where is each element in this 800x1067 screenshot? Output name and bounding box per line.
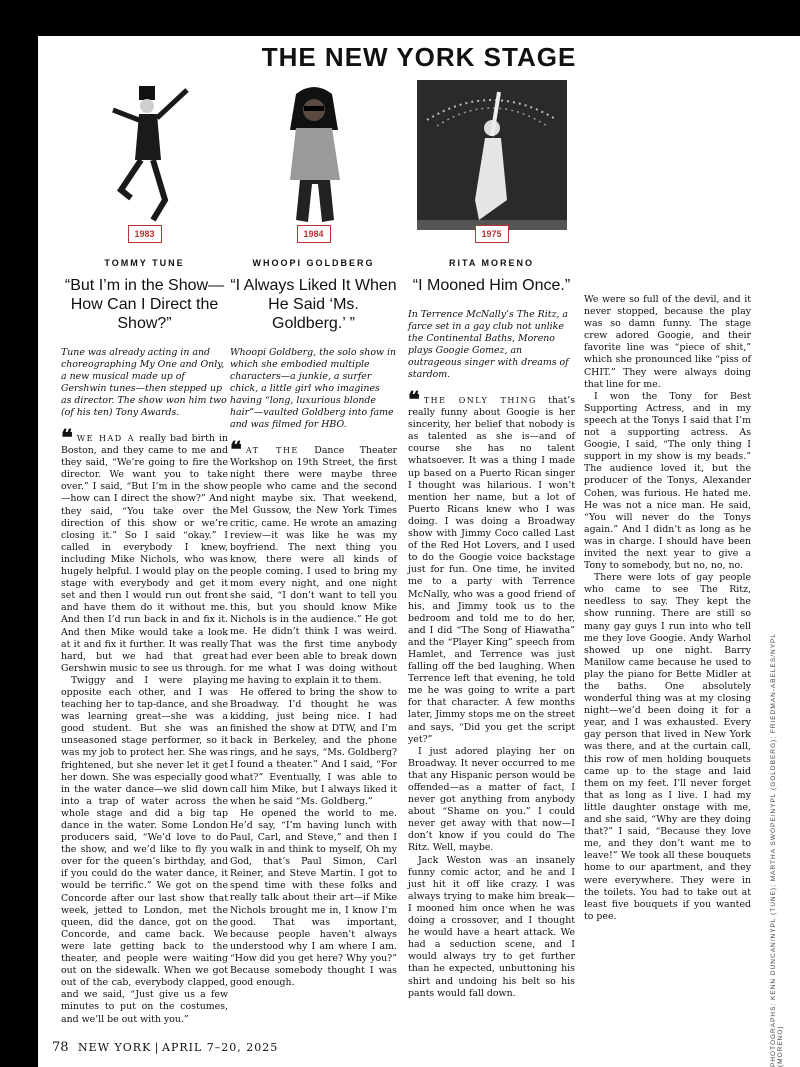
headline-quote: “I Always Liked It When He Said ‘Ms. Goldberg.’ ” [230,277,397,332]
year-badge: 1975 [474,225,508,243]
paragraph: He offered to bring the show to Broadway. I’d thought he was kidding, just being nice. I had finished the show at DTW, and I’m back in Berkeley, and the phone rings, and he says, “Ms. Goldberg? I found a theater.” And I said, “For what?” Eventually, I was able to call him Mike, but I always liked it when he said “Ms. Goldberg.” [230,686,397,807]
paragraph: We were so full of the devil, and it never stopped, because the play was so damn funny. The stage crew adored Googie, and their favorite line was “piece of shit,” which she pronounced like “piss of CHIT.” They were always doing that line for me. [584,294,751,390]
paragraph: There were lots of gay people who came to see The Ritz, needless to say. They kept the show running. There are still so many gay guys I run into who tell me they love Googie. Andy Warhol showed up one night. Barry Manilow came because he used to play the piano for Bette Midler at the baths. One absolutely wonderful thing was at my closing night—we’d been doing it for a year, and I was exhausted. Every gay person that lived in New York was there, and at the curtain call, this row of men holding bouquets came up to the stage and laid them on my feet. I’ll never forget that as long as I live. I had my little daughter onstage with me, and she said, “Why are they doing that?” I said, “Because they love me, and they don’t want me to leave!” We took all these bouquets home to our apartment, and they were everywhere. They were in the toilets. You had to take out at least five bouquets if you wanted to pee. [584,572,751,922]
photo-frame [408,80,575,248]
lead-in: WE HAD A [76,434,136,443]
article-body [584,294,751,923]
paragraph: Twiggy and I were playing opposite each other, and I was teaching her to tap-dance, and she was learning great—she was a good student. But she was an unseasoned stage performer, so it was my job to protect her. She was frightened, but she never let it get her down. She was especially good in the water dance—we slid down into a trap of water across the whole stage and did a big tap dance in the water. Some London producers said, “We’d love to do the show, and we’d like to fly you over for the queen’s birthday, and if you could do the water dance, it would be terrific.” We got on the Concorde after our last show that week, jetted to London, met the queen, did the dance, got on the Concorde, and came back. We were late getting back to the theater, and people were waiting out on the sidewalk. When we got out of the cab, everybody clapped, and we said, “Just give us a few minutes to put on the costumes, and we’ll be out with you.” [61,674,228,1025]
magazine-name: NEW YORK [78,1041,152,1054]
intro-text: In Terrence McNally’s The Ritz, a farce set in a gay club not unlike the Continental Baths, Moreno plays Googie Gomez, an outrageous singer with dreams of stardom. [408,309,569,380]
subject-name: RITA MORENO [449,258,534,268]
article-body [61,425,228,1026]
intro-text: Tune was already acting in and choreographing My One and Only, a new musical made up of Gershwin tunes—then stepped up as director. The show won him two (of his ten) Tony Awards. [61,347,227,418]
paragraph: I won the Tony for Best Supporting Actress, and in my speech at the Tonys I said that I’m not a supporting actress. As Googie, I said, “The only thing I support in my show is my beads.” The audience loved it, but the producer of the Tonys, Alexander Cohen, was furious. He hated me. He was not a nice man. He said, “You will never do the Tonys again.” And I didn’t as long as he was in charge. I should have been invited the next year to give a Tony to somebody, but no, no, no. [584,390,751,572]
subject-name: TOMMY TUNE [104,258,185,268]
quote-mark-icon: ❝ [408,387,420,412]
photo-tommy-tune [91,80,199,230]
headline-quote: “I Mooned Him Once.” [412,277,571,294]
lead-in: THE ONLY THING [423,396,537,405]
year-badge: 1984 [296,225,330,243]
photo-credit: PHOTOGRAPHS: KENN DUNCAN/NYPL (TUNE); MARTHA SWOPE/NYPL (GOLDBERG); FRIEDMAN-ABELES/NYPL (MORENO) [770,633,784,1067]
column-tommy-tune [61,80,228,1026]
paragraph: ❝ WE HAD A really bad birth in Boston, and they came to me and they said, “We’re going to fire the director. We want you to take over.” I said, “But I’m in the show—how can I direct the show?” And they said, “You take over the direction of this show or we’re closing it.” So I said “okay.” I called in everybody I knew, including Mike Nichols, who was hugely helpful. I would play on the stage with everybody and get it set and then I would run out front and have them do it without me. And then I’d run back in and fix it. And then Mike would take a look at it and fix it further. It was really hard, but we had that great Gershwin music to see us through. [61,425,228,674]
photo-rita-moreno [417,80,567,230]
year-badge: 1983 [127,225,161,243]
article-body [408,387,575,1000]
paragraph: He opened the world to me. He’d say, “I’m having lunch with Paul, Carl, and Steve,” and then I walk in and think to myself, Oh my God, that’s Paul Simon, Carl Reiner, and Steve Martin. I got to spend time with these folks and really talk about their art—if Mike Nichols brought me in, I know I’m good. That was important, because people haven’t always understood why I am where I am. “How did you get here? Why you?” Because somebody thought I was good enough. [230,807,397,989]
quote-mark-icon: ❝ [61,425,73,450]
paragraph: ❝ THE ONLY THING that’s really funny about Googie is her sincerity, her belief that nobody is as talented as she is—and of course she has no talent whatsoever. It was a thing I made up based on a Puerto Rican singer I thought was hilarious. I won’t mention her name, but a lot of Puerto Ricans knew who I was doing. I was doing a Broadway show with Jimmy Coco called Last of the Red Hot Lovers, and I used to do the Googie voice backstage just for fun. One time, he invited me to a party with Terrence McNally, who was a good friend of his, and Jimmy took us to the bedroom and told me to do her, and I did “The Song of Hiawatha” and the “Player King” speech from Hamlet, and Terrence was just falling off the bed laughing. When Terrence left that evening, he told me he was going to write a part for that character. A few months later, Jimmy stops me on the street and says, “Did you get the script yet?” [408,387,575,745]
issue-date: APRIL 7–20, 2025 [162,1041,279,1054]
lead-in: AT THE [245,446,299,455]
magazine-page [38,36,800,1067]
quote-mark-icon: ❝ [230,437,242,462]
article-body [230,437,397,989]
photo-frame [61,80,228,248]
paragraph: I just adored playing her on Broadway. It never occurred to me that any Hispanic person would be offended—as a matter of fact, I never got anything from anybody about “Shame on you.” I could never get away with that now—I don’t know if you could do The Ritz. Well, maybe. [408,745,575,854]
column-continuation [584,294,751,923]
column-rita-moreno [408,80,575,1000]
footer-separator: | [154,1041,159,1054]
paragraph: ❝ AT THE Dance Theater Workshop on 19th Street, the first night there were maybe three people who came and the second night maybe six. That weekend, Mel Gussow, the New York Times critic, came. He wrote an amazing review—it was like he was my boyfriend. The next thing you know, there were all kinds of people coming. I used to bring my mom every night, and one night she said, “I don’t want to tell you this, but you should know Mike Nichols is in the audience.” He got me. He didn’t think I was weird. That was the first time anybody had ever been able to break down for me what I was doing without me having to explain it to them. [230,437,397,686]
headline-quote: “But I’m in the Show— How Can I Direct the Show?” [64,277,225,332]
paragraph: Jack Weston was an insanely funny comic actor, and he and I just hit it off like crazy. I was always trying to make him break—I mooned him once when he was doing a crossover, and I thought he would have a heart attack. We had a seduction scene, and I would always try to get further than he expected, unbuttoning his shirt and undoing his belt so his pants would fall down. [408,854,575,999]
subject-name: WHOOPI GOLDBERG [252,258,375,268]
page-footer [52,1040,278,1055]
page-header: THE NEW YORK STAGE [261,42,577,72]
column-whoopi-goldberg [230,80,397,989]
photo-frame [230,80,397,248]
page-number: 78 [52,1040,69,1055]
intro-text: Whoopi Goldberg, the solo show in which she embodied multiple characters—a junkie, a surfer chick, a little girl who imagines having “long, luxurious blonde hair”—vaulted Goldberg into fame and was filmed for HBO. [230,347,397,430]
photo-whoopi-goldberg [260,80,368,230]
